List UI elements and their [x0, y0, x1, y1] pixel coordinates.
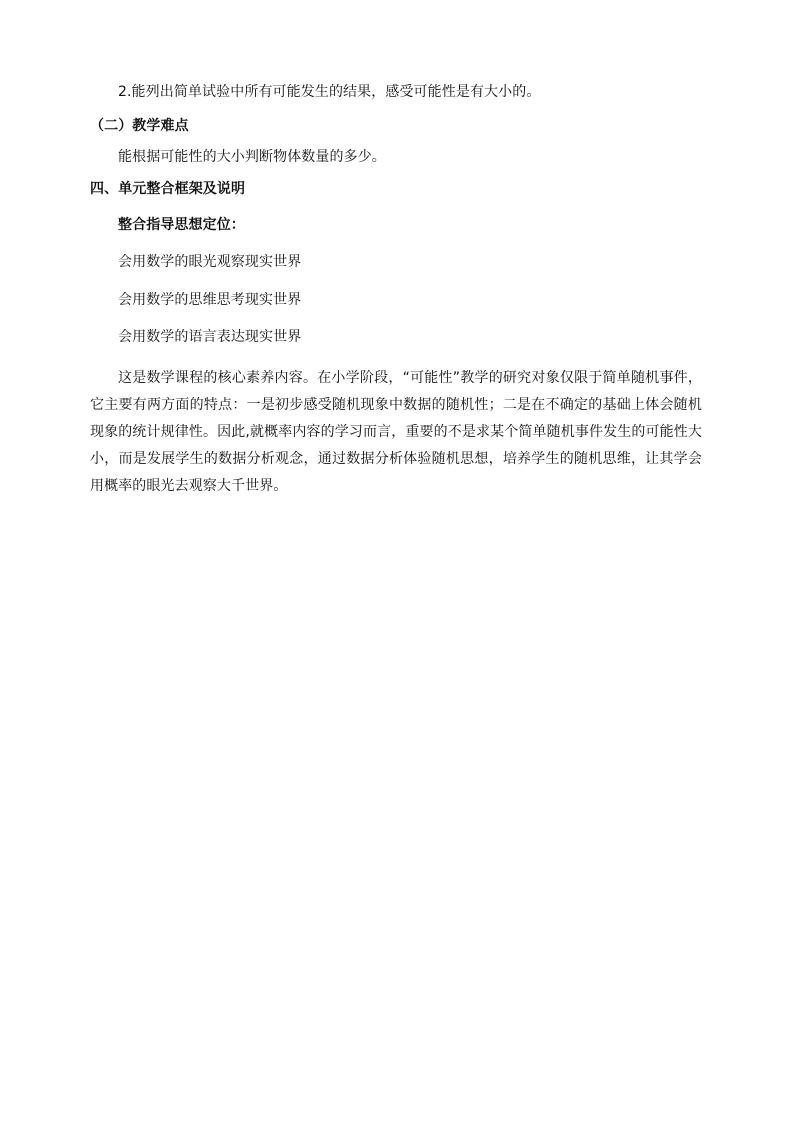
core-literacy-paragraph: 这是数学课程的核心素养内容。在小学阶段，“可能性”教学的研究对象仅限于简单随机事件，它主要有两方面的特点：一是初步感受随机现象中数据的随机性；二是在不确定的基础上体会随机现象的统计规律性。因此,就概率内容的学习而言，重要的不是求某个简单随机事件发生的可能性大小，而是发展学生的数据分析观念，通过数据分析体验随机思想，培养学生的随机思维，让其学会用概率的眼光去观察大千世界。 [90, 370, 702, 494]
guiding-line-express: 会用数学的语言表达现实世界 [118, 329, 302, 345]
objective-item-2: 2.能列出简单试验中所有可能发生的结果，感受可能性是有大小的。 [118, 84, 541, 100]
guiding-thought-heading: 整合指导思想定位： [118, 217, 245, 233]
guiding-line-think: 会用数学的思维思考现实世界 [118, 292, 302, 308]
section-4-heading: 四、单元整合框架及说明 [90, 181, 246, 197]
teaching-difficulty-heading: （二）教学难点 [90, 118, 189, 134]
teaching-difficulty-text: 能根据可能性的大小判断物体数量的多少。 [118, 149, 386, 165]
guiding-line-observe: 会用数学的眼光观察现实世界 [118, 254, 302, 270]
